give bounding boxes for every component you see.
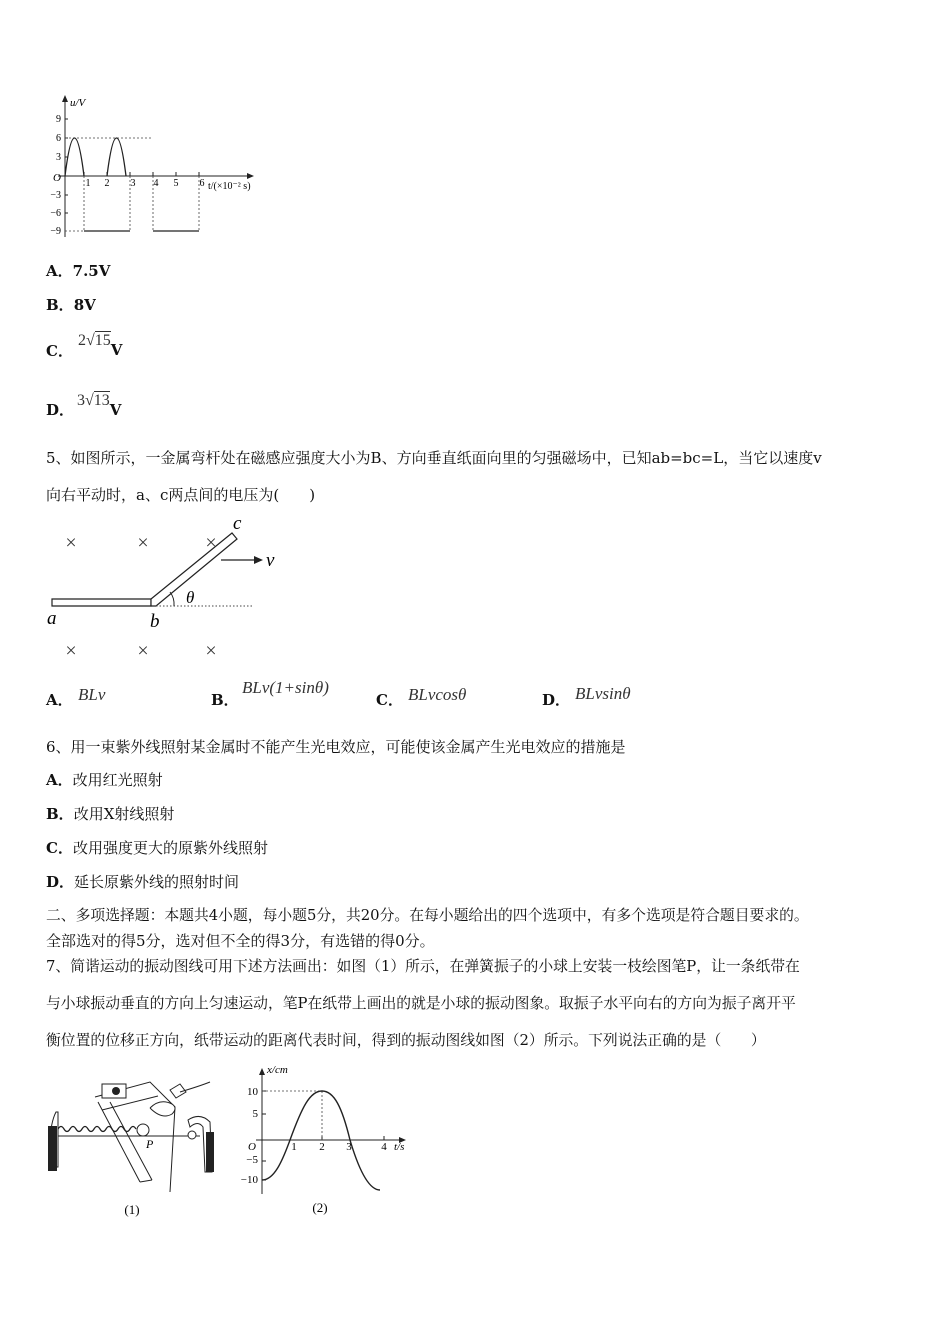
q4-option-c[interactable]: C． <box>46 342 73 360</box>
x-tick: 2 <box>104 178 110 189</box>
y-tick: 3 <box>56 152 61 163</box>
field-cross: × <box>137 532 149 554</box>
q5-option-a[interactable]: A． <box>46 691 73 709</box>
x-tick: 4 <box>381 1141 387 1153</box>
voltage-waveform <box>65 138 126 176</box>
y-tick: −3 <box>50 190 61 201</box>
q5-option-a-expr: BLv <box>78 685 106 704</box>
q4-option-d[interactable]: D． <box>46 401 75 419</box>
q6-option-a[interactable]: A．改用红光照射 <box>46 771 163 789</box>
q7-stem-line1: 7、简谐运动的振动图线可用下述方法画出：如图（1）所示，在弹簧振子的小球上安装一枝绘图笔P，让一条纸带在 <box>46 958 800 975</box>
velocity-label: v <box>266 550 275 571</box>
q5-option-c-expr: BLvcosθ <box>408 685 467 704</box>
q5-option-b[interactable]: B． <box>211 691 239 709</box>
q4-option-b[interactable]: B．8V <box>46 296 96 314</box>
y-tick: −6 <box>50 208 61 219</box>
q5-option-d[interactable]: D． <box>542 691 571 709</box>
y-tick: 10 <box>247 1086 258 1098</box>
x-ticks <box>86 178 205 189</box>
y-tick: 6 <box>56 133 61 144</box>
x-ticks <box>291 1141 387 1153</box>
x-tick: 3 <box>130 178 136 189</box>
theta-label: θ <box>186 588 195 607</box>
q7-fig2-graph <box>232 1062 417 1224</box>
q5-option-b-expr: BLv(1+sinθ) <box>242 678 329 697</box>
x-tick: 3 <box>346 1141 352 1153</box>
q4-option-d-value: 3√13V <box>77 392 122 419</box>
y-axis-label: x/cm <box>267 1064 288 1076</box>
q4-option-c-value: 2√15V <box>78 332 123 359</box>
rod-ab <box>52 599 151 606</box>
field-cross: × <box>65 532 77 554</box>
q6-stem: 6、用一束紫外线照射某金属时不能产生光电效应，可能使该金属产生光电效应的措施是 <box>46 738 626 756</box>
y-tick: −10 <box>240 1174 258 1186</box>
point-a-label: a <box>47 608 57 629</box>
q5-stem-line1: 5、如图所示，一金属弯杆处在磁感应强度大小为B、方向垂直纸面向里的匀强磁场中，已知ab=bc=L，当它以速度v <box>46 449 822 467</box>
x-tick: 1 <box>291 1141 297 1153</box>
y-tick: 9 <box>56 114 61 125</box>
q5-stem-line2: 向右平动时，a、c两点间的电压为( ) <box>46 486 316 504</box>
q7-stem-line2: 与小球振动垂直的方向上匀速运动，笔P在纸带上画出的就是小球的振动图象。取振子水平向右的方向为振子离开平 <box>46 995 796 1012</box>
q7-stem-line3: 衡位置的位移正方向，纸带运动的距离代表时间，得到的振动图线如图（2）所示。下列说法正确的是（ ） <box>46 1032 766 1049</box>
y-ticks <box>241 1086 259 1186</box>
field-cross: × <box>205 532 217 554</box>
x-tick: 2 <box>319 1141 325 1153</box>
q6-option-c[interactable]: C．改用强度更大的原紫外线照射 <box>46 839 268 857</box>
y-axis-label: u/V <box>70 97 86 109</box>
fig2-caption: (2) <box>312 1200 328 1215</box>
y-tick: −5 <box>246 1154 258 1166</box>
q6-option-d[interactable]: D．延长原紫外线的照射时间 <box>46 873 240 891</box>
field-cross: × <box>65 640 77 662</box>
pen-label: P <box>146 1137 154 1151</box>
q6-option-b[interactable]: B．改用X射线照射 <box>46 805 175 823</box>
x-tick: 1 <box>85 178 91 189</box>
q4-option-a[interactable]: A．7.5V <box>46 262 111 280</box>
y-tick: 5 <box>252 1108 258 1120</box>
ball <box>137 1124 149 1136</box>
q7-fig1-apparatus <box>40 1072 225 1222</box>
origin-label: O <box>248 1141 256 1153</box>
x-tick: 5 <box>173 178 179 189</box>
x-axis-label: t/(×10⁻² s) <box>208 181 251 192</box>
point-c-label: c <box>233 513 242 534</box>
point-b-label: b <box>150 611 160 632</box>
y-tick: −9 <box>50 226 61 237</box>
q5-option-d-expr: BLvsinθ <box>575 684 631 703</box>
x-tick: 6 <box>199 178 205 189</box>
q4-voltage-graph <box>40 92 270 242</box>
section2-instructions-line1: 二、多项选择题：本题共4小题，每小题5分，共20分。在每小题给出的四个选项中，有多个选项是符合题目要求的。 <box>46 907 809 924</box>
field-cross: × <box>137 640 149 662</box>
fig1-caption: (1) <box>124 1202 140 1217</box>
q5-rod-figure <box>40 512 300 662</box>
origin-label: O <box>53 172 61 184</box>
x-axis-label: t/s <box>394 1141 405 1153</box>
section2-instructions-line2: 全部选对的得5分，选对但不全的得3分，有选错的得0分。 <box>46 932 435 950</box>
q5-option-c[interactable]: C． <box>376 691 403 709</box>
field-cross: × <box>205 640 217 662</box>
x-tick: 4 <box>153 178 159 189</box>
